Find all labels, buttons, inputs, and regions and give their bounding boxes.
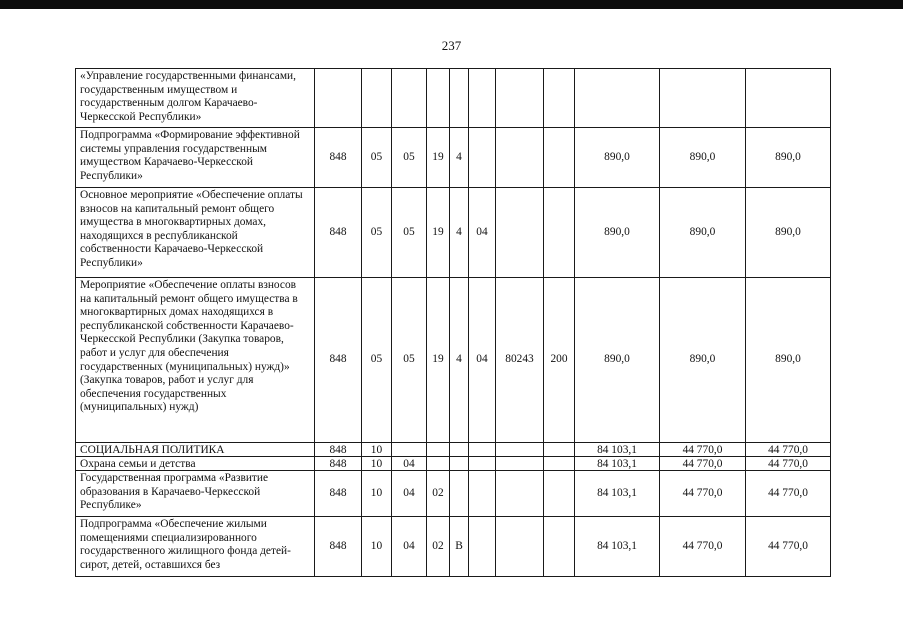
sum-year1-cell: 890,0 bbox=[575, 128, 660, 188]
row-name: Мероприятие «Обеспечение оплаты взносов на капитальный ремонт общего имущества в многоквартирных домах находящихся в республиканской собственности Карачаево-Черкесской Республики (Закупка товаров, работ и услуг для обеспечения государственных (муниципальных) нужд)» (Закупка товаров, работ и услуг для обеспечения государственных (муниципальных) нужд) bbox=[76, 278, 315, 443]
sum-year3-cell: 44 770,0 bbox=[746, 443, 831, 457]
pr-cell bbox=[392, 443, 427, 457]
row-name: Подпрограмма «Обеспечение жилыми помещениями специализированного государственного жилищного фонда детей-сирот, детей, оставшихся без bbox=[76, 517, 315, 577]
sum-year3-cell bbox=[746, 69, 831, 128]
rz-cell: 05 bbox=[362, 278, 392, 443]
csr-program-cell: 19 bbox=[427, 278, 450, 443]
rz-cell: 05 bbox=[362, 188, 392, 278]
ved-cell: 848 bbox=[315, 188, 362, 278]
csr-event-cell bbox=[469, 69, 496, 128]
scan-top-border bbox=[0, 0, 903, 9]
table-row bbox=[76, 128, 831, 188]
table-row bbox=[76, 443, 831, 457]
sum-year1-cell: 890,0 bbox=[575, 278, 660, 443]
sum-year2-cell: 890,0 bbox=[660, 128, 746, 188]
vr-cell bbox=[544, 471, 575, 517]
budget-table bbox=[75, 68, 831, 577]
ved-cell: 848 bbox=[315, 128, 362, 188]
pr-cell: 05 bbox=[392, 278, 427, 443]
csr-code-cell bbox=[496, 128, 544, 188]
sum-year3-cell: 44 770,0 bbox=[746, 457, 831, 471]
sum-year1-cell bbox=[575, 69, 660, 128]
row-name: СОЦИАЛЬНАЯ ПОЛИТИКА bbox=[76, 443, 315, 457]
sum-year3-cell: 44 770,0 bbox=[746, 471, 831, 517]
csr-subprogram-cell bbox=[450, 471, 469, 517]
sum-year2-cell: 44 770,0 bbox=[660, 457, 746, 471]
csr-code-cell bbox=[496, 69, 544, 128]
csr-program-cell bbox=[427, 457, 450, 471]
pr-cell: 05 bbox=[392, 128, 427, 188]
table-row bbox=[76, 69, 831, 128]
ved-cell bbox=[315, 69, 362, 128]
sum-year1-cell: 84 103,1 bbox=[575, 457, 660, 471]
rz-cell: 10 bbox=[362, 517, 392, 577]
csr-subprogram-cell bbox=[450, 443, 469, 457]
table-row bbox=[76, 457, 831, 471]
ved-cell: 848 bbox=[315, 457, 362, 471]
rz-cell bbox=[362, 69, 392, 128]
csr-event-cell: 04 bbox=[469, 278, 496, 443]
csr-program-cell: 19 bbox=[427, 188, 450, 278]
table-row bbox=[76, 188, 831, 278]
ved-cell: 848 bbox=[315, 517, 362, 577]
ved-cell: 848 bbox=[315, 471, 362, 517]
csr-subprogram-cell: 4 bbox=[450, 278, 469, 443]
sum-year3-cell: 44 770,0 bbox=[746, 517, 831, 577]
rz-cell: 10 bbox=[362, 457, 392, 471]
ved-cell: 848 bbox=[315, 443, 362, 457]
sum-year2-cell: 44 770,0 bbox=[660, 517, 746, 577]
csr-code-cell bbox=[496, 457, 544, 471]
csr-program-cell: 02 bbox=[427, 471, 450, 517]
csr-subprogram-cell bbox=[450, 69, 469, 128]
csr-code-cell bbox=[496, 471, 544, 517]
csr-event-cell bbox=[469, 517, 496, 577]
csr-event-cell bbox=[469, 457, 496, 471]
csr-program-cell: 02 bbox=[427, 517, 450, 577]
csr-event-cell bbox=[469, 471, 496, 517]
csr-subprogram-cell: 4 bbox=[450, 188, 469, 278]
sum-year1-cell: 84 103,1 bbox=[575, 471, 660, 517]
vr-cell bbox=[544, 517, 575, 577]
table-row bbox=[76, 471, 831, 517]
sum-year1-cell: 890,0 bbox=[575, 188, 660, 278]
table-row bbox=[76, 517, 831, 577]
row-name: «Управление государственными финансами, государственным имуществом и государственным долгом Карачаево-Черкесской Республики» bbox=[76, 69, 315, 128]
csr-event-cell bbox=[469, 128, 496, 188]
csr-event-cell: 04 bbox=[469, 188, 496, 278]
sum-year1-cell: 84 103,1 bbox=[575, 443, 660, 457]
ved-cell: 848 bbox=[315, 278, 362, 443]
vr-cell bbox=[544, 69, 575, 128]
csr-code-cell bbox=[496, 443, 544, 457]
csr-subprogram-cell: В bbox=[450, 517, 469, 577]
sum-year2-cell bbox=[660, 69, 746, 128]
csr-code-cell bbox=[496, 517, 544, 577]
csr-subprogram-cell: 4 bbox=[450, 128, 469, 188]
csr-code-cell: 80243 bbox=[496, 278, 544, 443]
csr-code-cell bbox=[496, 188, 544, 278]
csr-program-cell: 19 bbox=[427, 128, 450, 188]
row-name: Основное мероприятие «Обеспечение оплаты взносов на капитальный ремонт общего имущества в многоквартирных домах, находящихся в республиканской собственности Карачаево-Черкесской Республики» bbox=[76, 188, 315, 278]
rz-cell: 10 bbox=[362, 443, 392, 457]
rz-cell: 05 bbox=[362, 128, 392, 188]
sum-year3-cell: 890,0 bbox=[746, 188, 831, 278]
vr-cell bbox=[544, 128, 575, 188]
pr-cell: 05 bbox=[392, 188, 427, 278]
csr-program-cell bbox=[427, 443, 450, 457]
sum-year2-cell: 44 770,0 bbox=[660, 471, 746, 517]
pr-cell bbox=[392, 69, 427, 128]
row-name: Подпрограмма «Формирование эффективной системы управления государственным имуществом Карачаево-Черкесской Республики» bbox=[76, 128, 315, 188]
sum-year3-cell: 890,0 bbox=[746, 278, 831, 443]
csr-subprogram-cell bbox=[450, 457, 469, 471]
pr-cell: 04 bbox=[392, 471, 427, 517]
csr-event-cell bbox=[469, 443, 496, 457]
page-number: 237 bbox=[441, 38, 462, 53]
rz-cell: 10 bbox=[362, 471, 392, 517]
row-name: Охрана семьи и детства bbox=[76, 457, 315, 471]
row-name: Государственная программа «Развитие образования в Карачаево-Черкесской Республике» bbox=[76, 471, 315, 517]
pr-cell: 04 bbox=[392, 517, 427, 577]
vr-cell bbox=[544, 188, 575, 278]
vr-cell: 200 bbox=[544, 278, 575, 443]
vr-cell bbox=[544, 457, 575, 471]
vr-cell bbox=[544, 443, 575, 457]
sum-year1-cell: 84 103,1 bbox=[575, 517, 660, 577]
sum-year3-cell: 890,0 bbox=[746, 128, 831, 188]
pr-cell: 04 bbox=[392, 457, 427, 471]
sum-year2-cell: 44 770,0 bbox=[660, 443, 746, 457]
sum-year2-cell: 890,0 bbox=[660, 278, 746, 443]
table-row bbox=[76, 278, 831, 443]
csr-program-cell bbox=[427, 69, 450, 128]
sum-year2-cell: 890,0 bbox=[660, 188, 746, 278]
